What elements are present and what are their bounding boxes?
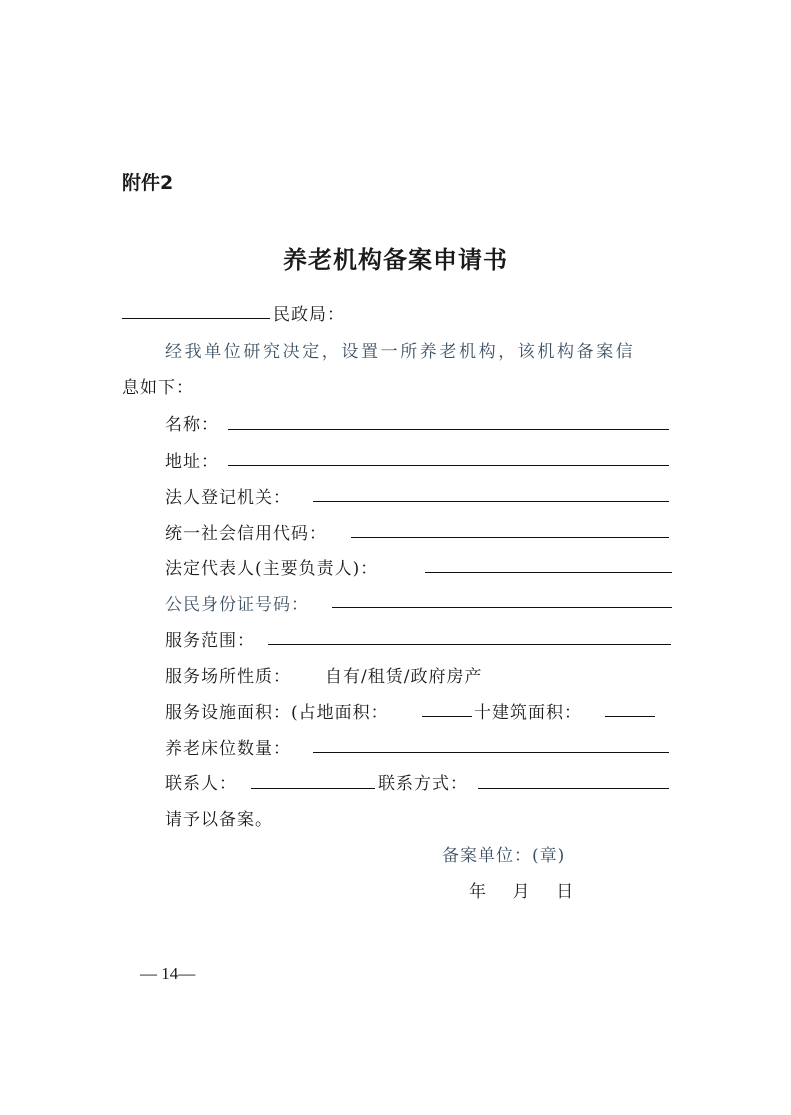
document-title: 养老机构备案申请书 — [283, 246, 508, 274]
contact-person-field[interactable] — [251, 788, 375, 789]
name-field[interactable] — [228, 429, 669, 430]
land-area-field[interactable] — [422, 716, 472, 717]
contact-method-label: 联系方式： — [378, 774, 468, 794]
page-number: — 14— — [140, 964, 196, 983]
registration-authority-label: 法人登记机关： — [165, 488, 291, 508]
credit-code-field[interactable] — [351, 537, 669, 538]
building-area-field[interactable] — [605, 716, 655, 717]
premises-options[interactable]: 自有/租赁/政府房产 — [325, 667, 483, 687]
legal-rep-field[interactable] — [425, 572, 672, 573]
address-field[interactable] — [228, 465, 669, 466]
recipient-suffix: 民政局： — [273, 305, 345, 325]
building-area-label: 十建筑面积： — [474, 703, 582, 723]
address-label: 地址： — [165, 452, 219, 472]
signature-unit: 备案单位：(章) — [442, 846, 566, 866]
legal-rep-label: 法定代表人(主要负责人)： — [165, 559, 379, 579]
service-scope-label: 服务范围： — [165, 631, 255, 651]
id-number-field[interactable] — [332, 607, 672, 608]
id-number-label: 公民身份证号码： — [165, 595, 309, 615]
premises-nature-label: 服务场所性质： — [165, 667, 291, 687]
intro-line-2: 息如下： — [122, 378, 194, 398]
contact-method-field[interactable] — [478, 788, 669, 789]
registration-authority-field[interactable] — [313, 501, 669, 502]
bed-count-label: 养老床位数量： — [165, 739, 291, 759]
bed-count-field[interactable] — [313, 752, 669, 753]
attachment-label: 附件2 — [122, 172, 174, 194]
service-scope-field[interactable] — [268, 644, 671, 645]
request-text: 请予以备案。 — [165, 810, 273, 830]
date-line: 年 月 日 — [469, 882, 575, 902]
recipient-blank[interactable] — [122, 318, 270, 319]
credit-code-label: 统一社会信用代码： — [165, 524, 327, 544]
facility-area-label: 服务设施面积：(占地面积： — [165, 703, 389, 723]
contact-person-label: 联系人： — [165, 774, 237, 794]
name-label: 名称： — [165, 415, 219, 435]
intro-line-1: 经我单位研究决定，设置一所养老机构，该机构备案信 — [165, 342, 636, 362]
